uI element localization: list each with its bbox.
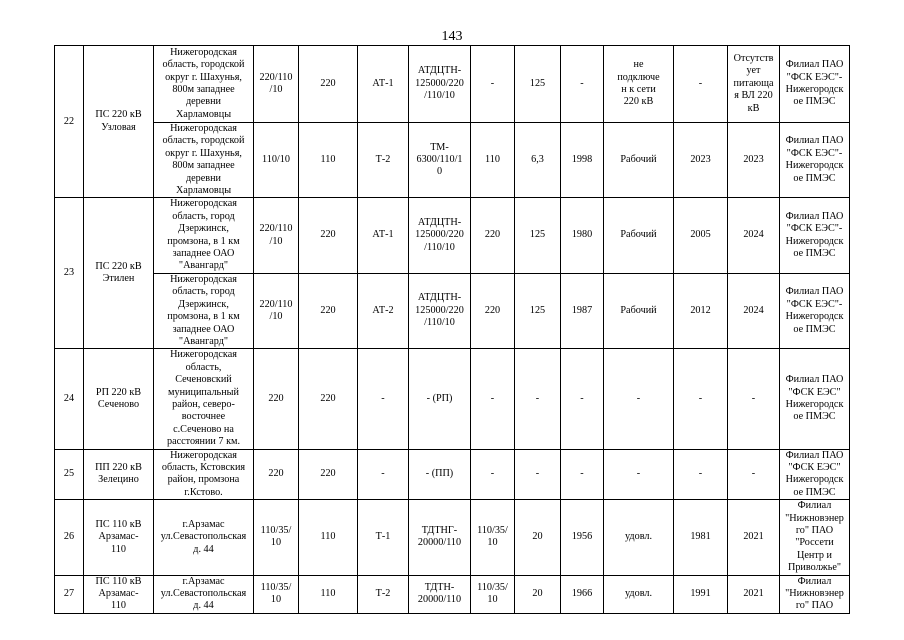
year-installed-cell: 1998 — [561, 123, 604, 198]
power-cell: - — [515, 349, 561, 449]
row-number-cell: 25 — [55, 449, 84, 500]
winding-voltage-cell: - — [471, 449, 515, 500]
year-1-cell: 1991 — [674, 575, 728, 613]
address-cell: Нижегородская область, город Дзержинск, промзона, в 1 км западнее ОАО "Авангард" — [154, 198, 254, 273]
power-cell: 20 — [515, 575, 561, 613]
owner-cell: Филиал "Нижновэнер го" ПАО "Россети Центр и Приволжье" — [780, 500, 850, 575]
voltage-class-cell: 220/110 /10 — [254, 273, 299, 348]
designation-cell: Т-1 — [358, 500, 409, 575]
table-row — [55, 46, 850, 123]
designation-cell: АТ-2 — [358, 273, 409, 348]
year-installed-cell: 1987 — [561, 273, 604, 348]
status-cell: не подключе н к сети 220 кВ — [604, 46, 674, 123]
nominal-voltage-cell: 110 — [299, 500, 358, 575]
year-2-cell: 2021 — [728, 575, 780, 613]
nominal-voltage-cell: 220 — [299, 273, 358, 348]
power-cell: - — [515, 449, 561, 500]
designation-cell: Т-2 — [358, 123, 409, 198]
transformer-type-cell: - (РП) — [409, 349, 471, 449]
year-2-cell: 2024 — [728, 198, 780, 273]
owner-cell: Филиал ПАО "ФСК ЕЭС" Нижегородск ое ПМЭС — [780, 449, 850, 500]
voltage-class-cell: 220/110 /10 — [254, 198, 299, 273]
voltage-class-cell: 110/35/ 10 — [254, 575, 299, 613]
status-cell: Рабочий — [604, 273, 674, 348]
transformer-type-cell: ТМ- 6300/110/1 0 — [409, 123, 471, 198]
owner-cell: Филиал "Нижновэнер го" ПАО — [780, 575, 850, 613]
year-1-cell: - — [674, 349, 728, 449]
page-number: 143 — [441, 29, 463, 44]
nominal-voltage-cell: 220 — [299, 449, 358, 500]
winding-voltage-cell: - — [471, 46, 515, 123]
year-1-cell: 1981 — [674, 500, 728, 575]
table-row — [55, 198, 850, 273]
owner-cell: Филиал ПАО "ФСК ЕЭС"- Нижегородск ое ПМЭС — [780, 46, 850, 123]
address-cell: Нижегородская область, город Дзержинск, промзона, в 1 км западнее ОАО "Авангард" — [154, 273, 254, 348]
winding-voltage-cell: 110/35/ 10 — [471, 575, 515, 613]
year-1-cell: - — [674, 449, 728, 500]
year-2-cell: 2023 — [728, 123, 780, 198]
nominal-voltage-cell: 220 — [299, 198, 358, 273]
substation-name-cell: ПС 220 кВ Этилен — [84, 198, 154, 349]
transformer-type-cell: АТДЦТН- 125000/220 /110/10 — [409, 46, 471, 123]
row-number-cell: 22 — [55, 46, 84, 198]
status-cell: Рабочий — [604, 123, 674, 198]
voltage-class-cell: 220/110 /10 — [254, 46, 299, 123]
row-number-cell: 23 — [55, 198, 84, 349]
year-1-cell: 2012 — [674, 273, 728, 348]
year-2-cell: 2024 — [728, 273, 780, 348]
year-1-cell: 2005 — [674, 198, 728, 273]
designation-cell: АТ-1 — [358, 198, 409, 273]
table-row — [55, 349, 850, 449]
status-cell: Рабочий — [604, 198, 674, 273]
owner-cell: Филиал ПАО "ФСК ЕЭС"- Нижегородск ое ПМЭС — [780, 123, 850, 198]
status-cell: удовл. — [604, 500, 674, 575]
status-cell: - — [604, 449, 674, 500]
designation-cell: - — [358, 349, 409, 449]
address-cell: Нижегородская область, городской округ г. Шахунья, 800м западнее деревни Харламовцы — [154, 123, 254, 198]
year-2-cell: 2021 — [728, 500, 780, 575]
voltage-class-cell: 110/10 — [254, 123, 299, 198]
substation-name-cell: ПС 110 кВ Арзамас- 110 — [84, 500, 154, 575]
year-1-cell: 2023 — [674, 123, 728, 198]
winding-voltage-cell: 110/35/ 10 — [471, 500, 515, 575]
transformer-type-cell: - (ПП) — [409, 449, 471, 500]
year-installed-cell: - — [561, 449, 604, 500]
nominal-voltage-cell: 220 — [299, 46, 358, 123]
address-cell: Нижегородская область, Сеченовский муниципальный район, северо- восточнее с.Сеченово на расстоянии 7 км. — [154, 349, 254, 449]
substation-name-cell: РП 220 кВ Сеченово — [84, 349, 154, 449]
transformer-type-cell: АТДЦТН- 125000/220 /110/10 — [409, 273, 471, 348]
substation-table — [54, 45, 850, 614]
power-cell: 6,3 — [515, 123, 561, 198]
power-cell: 125 — [515, 46, 561, 123]
designation-cell: - — [358, 449, 409, 500]
voltage-class-cell: 110/35/ 10 — [254, 500, 299, 575]
power-cell: 125 — [515, 273, 561, 348]
nominal-voltage-cell: 110 — [299, 575, 358, 613]
year-2-cell: Отсутств ует питающа я ВЛ 220 кВ — [728, 46, 780, 123]
address-cell: Нижегородская область, Кстовския район, промзона г.Кстово. — [154, 449, 254, 500]
substation-name-cell: ПС 220 кВ Узловая — [84, 46, 154, 198]
row-number-cell: 26 — [55, 500, 84, 575]
table-row — [55, 575, 850, 613]
table-row — [55, 123, 850, 198]
year-2-cell: - — [728, 349, 780, 449]
transformer-type-cell: ТДТНГ- 20000/110 — [409, 500, 471, 575]
row-number-cell: 27 — [55, 575, 84, 613]
voltage-class-cell: 220 — [254, 349, 299, 449]
owner-cell: Филиал ПАО "ФСК ЕЭС"- Нижегородск ое ПМЭС — [780, 198, 850, 273]
year-installed-cell: 1956 — [561, 500, 604, 575]
address-cell: г.Арзамас ул.Севастопольская д. 44 — [154, 500, 254, 575]
winding-voltage-cell: 220 — [471, 198, 515, 273]
winding-voltage-cell: - — [471, 349, 515, 449]
year-installed-cell: - — [561, 46, 604, 123]
year-installed-cell: - — [561, 349, 604, 449]
winding-voltage-cell: 110 — [471, 123, 515, 198]
table-row — [55, 500, 850, 575]
substation-name-cell: ПС 110 кВ Арзамас- 110 — [84, 575, 154, 613]
table-row — [55, 273, 850, 348]
year-installed-cell: 1980 — [561, 198, 604, 273]
owner-cell: Филиал ПАО "ФСК ЕЭС" Нижегородск ое ПМЭС — [780, 349, 850, 449]
address-cell: Нижегородская область, городской округ г. Шахунья, 800м западнее деревни Харламовцы — [154, 46, 254, 123]
nominal-voltage-cell: 110 — [299, 123, 358, 198]
year-1-cell: - — [674, 46, 728, 123]
voltage-class-cell: 220 — [254, 449, 299, 500]
table-body — [55, 46, 850, 614]
year-installed-cell: 1966 — [561, 575, 604, 613]
status-cell: удовл. — [604, 575, 674, 613]
substation-name-cell: ПП 220 кВ Зелецино — [84, 449, 154, 500]
transformer-type-cell: АТДЦТН- 125000/220 /110/10 — [409, 198, 471, 273]
power-cell: 125 — [515, 198, 561, 273]
winding-voltage-cell: 220 — [471, 273, 515, 348]
address-cell: г.Арзамас ул.Севастопольская д. 44 — [154, 575, 254, 613]
owner-cell: Филиал ПАО "ФСК ЕЭС"- Нижегородск ое ПМЭС — [780, 273, 850, 348]
designation-cell: Т-2 — [358, 575, 409, 613]
power-cell: 20 — [515, 500, 561, 575]
nominal-voltage-cell: 220 — [299, 349, 358, 449]
row-number-cell: 24 — [55, 349, 84, 449]
status-cell: - — [604, 349, 674, 449]
year-2-cell: - — [728, 449, 780, 500]
transformer-type-cell: ТДТН- 20000/110 — [409, 575, 471, 613]
table-row — [55, 449, 850, 500]
designation-cell: АТ-1 — [358, 46, 409, 123]
